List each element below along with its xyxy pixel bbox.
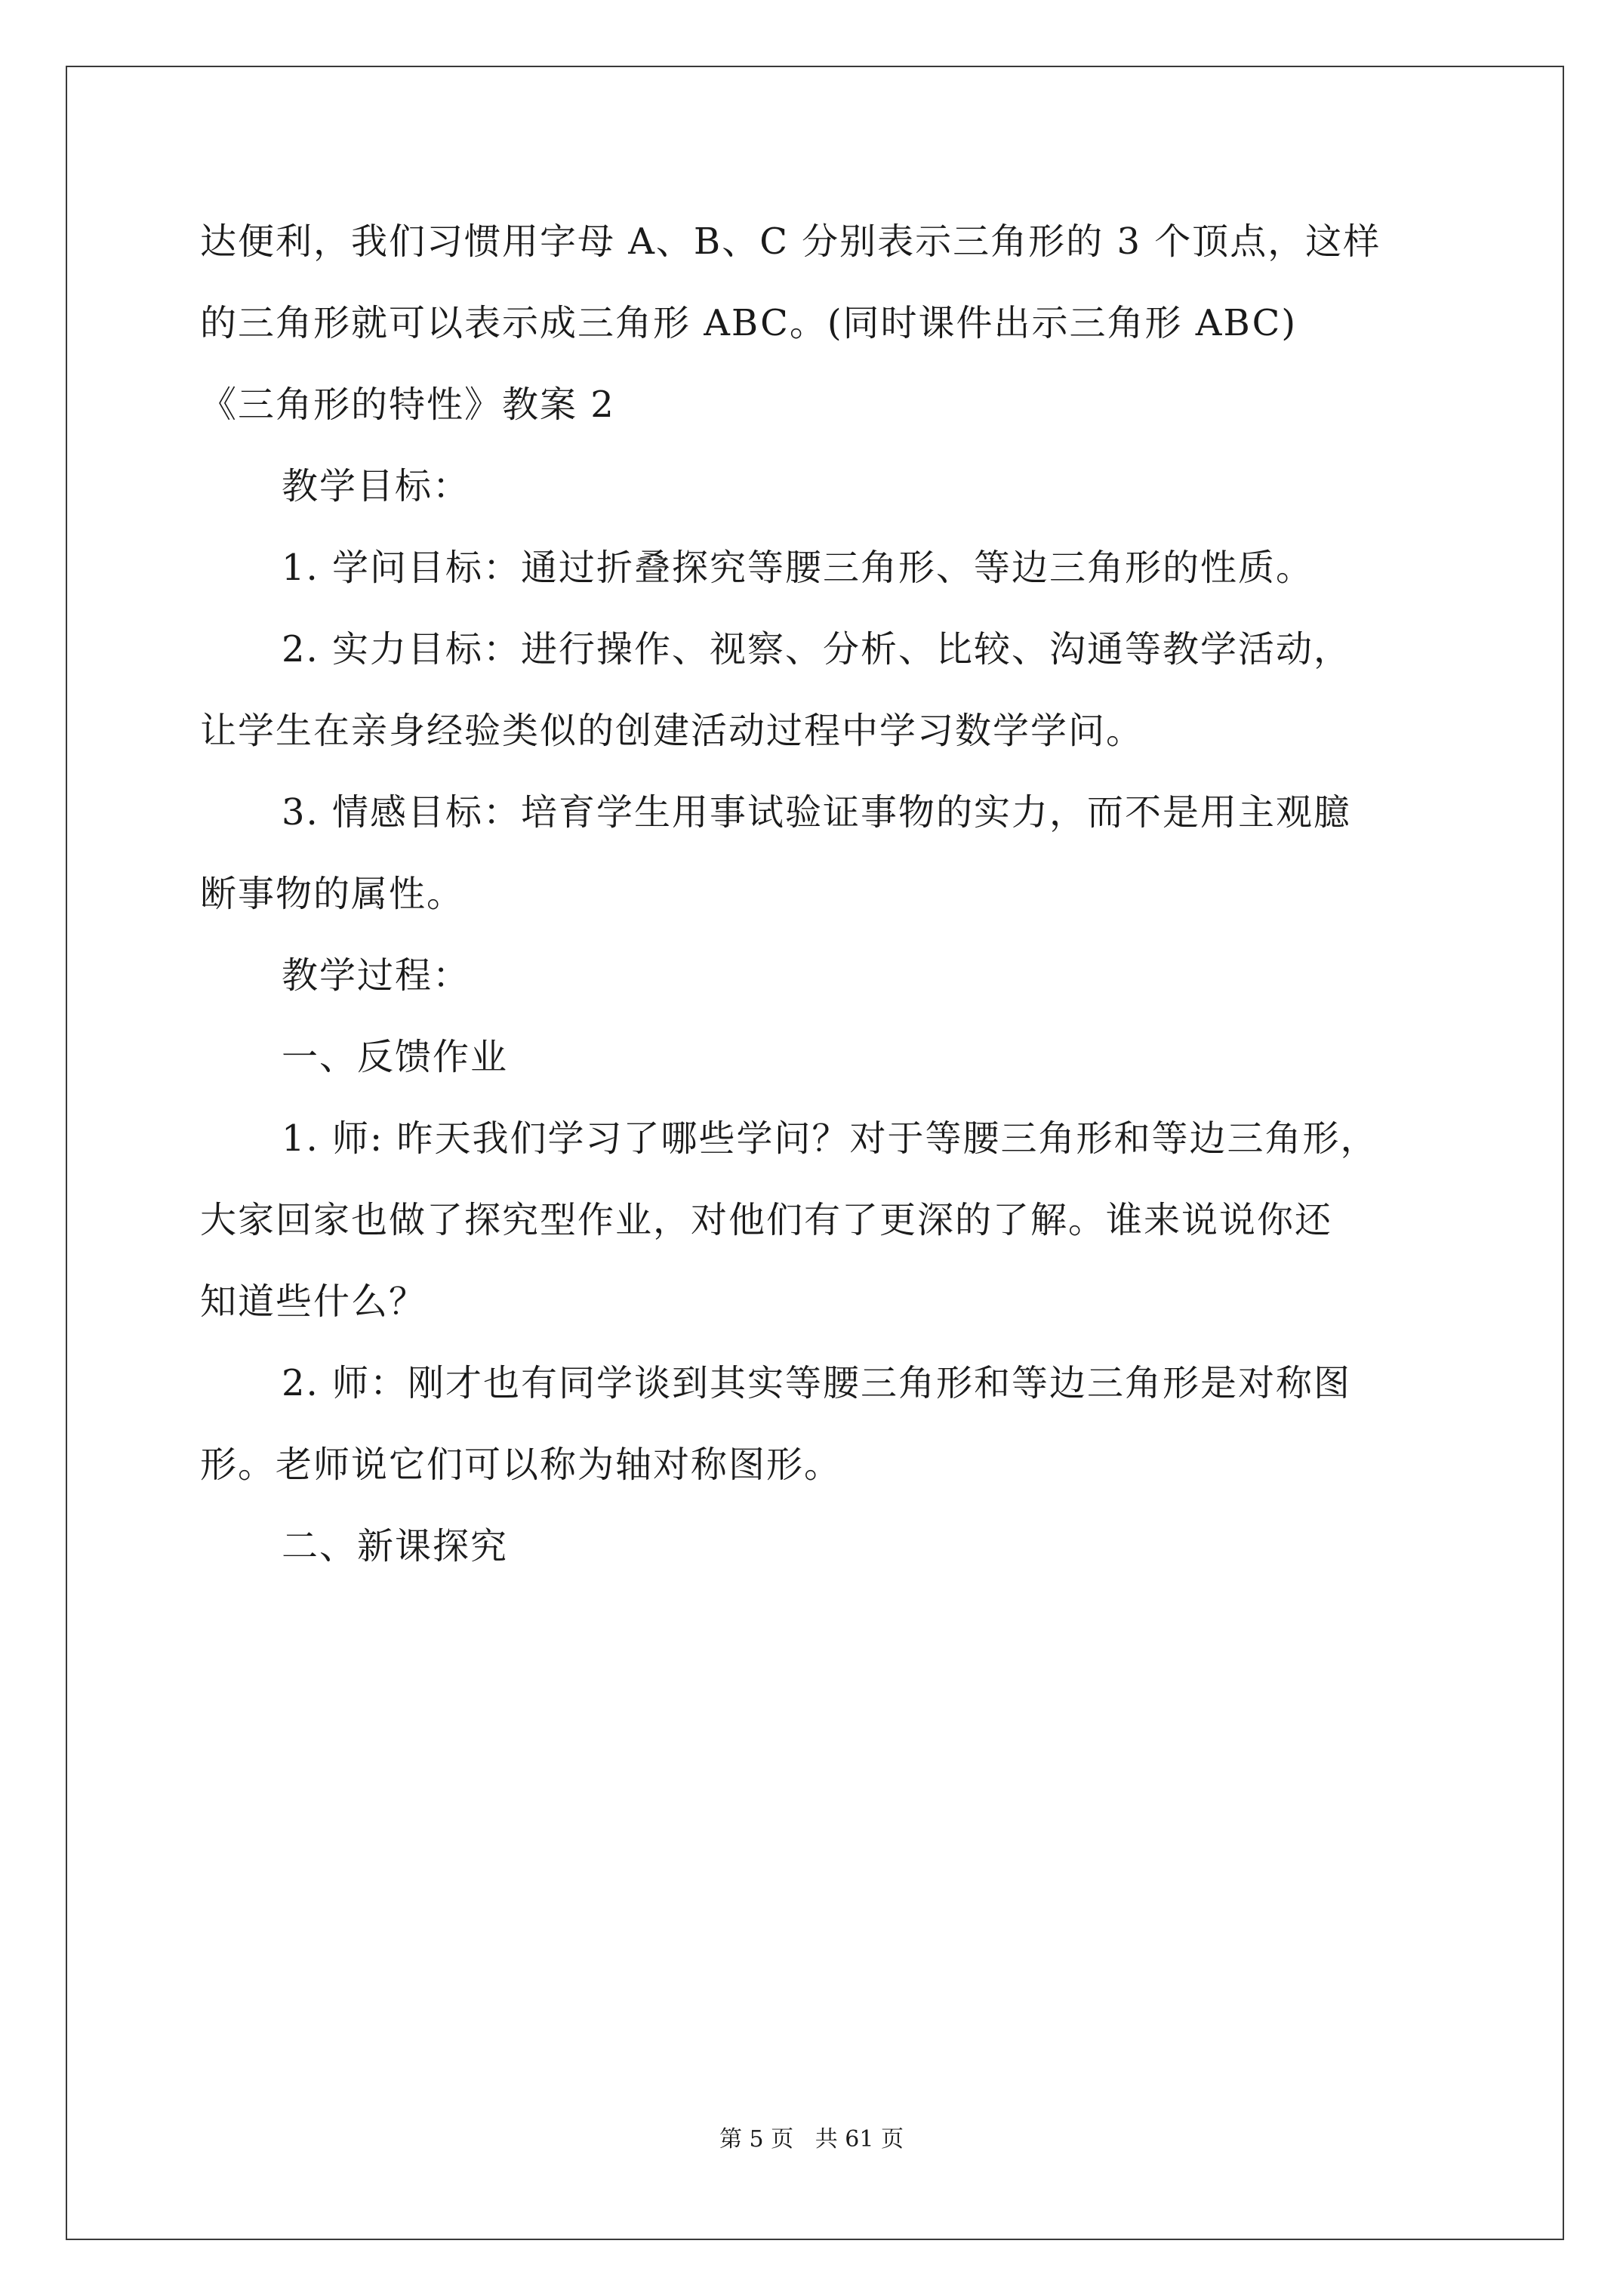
paragraph-line: 形。老师说它们可以称为轴对称图形。 bbox=[200, 1444, 842, 1486]
paragraph-line: 1. 师: 昨天我们学习了哪些学问？对于等腰三角形和等边三角形， bbox=[282, 1117, 1378, 1160]
paragraph-line: 3. 情感目标：培育学生用事试验证事物的实力，而不是用主观臆 bbox=[282, 791, 1352, 834]
paragraph-line: 知道些什么？ bbox=[200, 1281, 427, 1323]
paragraph-line: 1. 学问目标：通过折叠探究等腰三角形、等边三角形的性质。 bbox=[282, 547, 1314, 589]
heading-teaching-goals: 教学目标： bbox=[282, 465, 471, 507]
paragraph-line: 2. 师：刚才也有同学谈到其实等腰三角形和等边三角形是对称图 bbox=[282, 1362, 1352, 1404]
heading-feedback-homework: 一、反馈作业 bbox=[282, 1036, 509, 1078]
heading-teaching-process: 教学过程： bbox=[282, 954, 471, 997]
paragraph-line: 的三角形就可以表示成三角形 ABC。(同时课件出示三角形 ABC) bbox=[200, 302, 1298, 344]
paragraph-line: 断事物的属性。 bbox=[200, 873, 465, 915]
page-number-footer: 第 5 页 共 61 页 bbox=[719, 2126, 904, 2153]
section-title: 《三角形的特性》教案 2 bbox=[200, 384, 615, 426]
paragraph-line: 大家回家也做了探究型作业，对他们有了更深的了解。谁来说说你还 bbox=[200, 1199, 1333, 1241]
paragraph-line: 达便利，我们习惯用字母 A、B、C 分别表示三角形的 3 个顶点，这样 bbox=[200, 220, 1381, 263]
paragraph-line: 2. 实力目标：进行操作、视察、分析、比较、沟通等教学活动， bbox=[282, 628, 1352, 670]
paragraph-line: 让学生在亲身经验类似的创建活动过程中学习数学学问。 bbox=[200, 710, 1144, 752]
heading-new-lesson: 二、新课探究 bbox=[282, 1525, 509, 1567]
